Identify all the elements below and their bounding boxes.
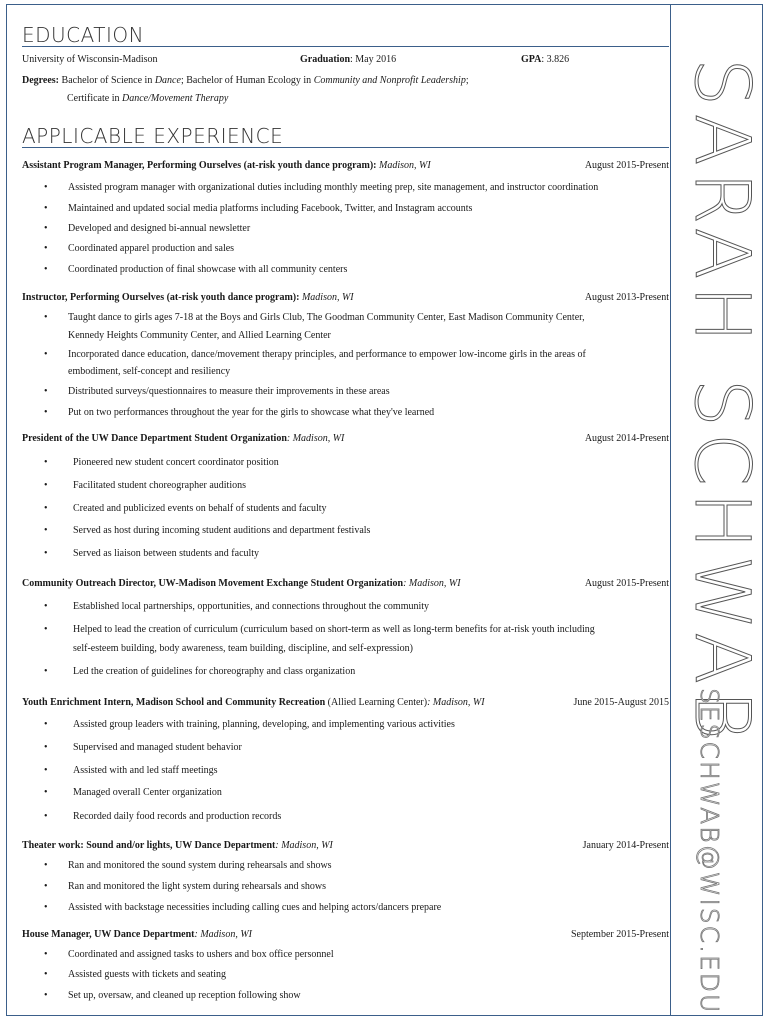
job-header: Assistant Program Manager, Performing Ourselves (at-risk youth dance program): Madison, WI August 2015-Present: [22, 160, 669, 171]
education-heading: EDUCATION: [22, 24, 669, 47]
education-line: [22, 53, 669, 66]
school-name: University of Wisconsin-Madison: [22, 54, 158, 65]
candidate-name: SARAH SCHWAB: [678, 58, 767, 746]
job-date: August 2013-Present: [584, 292, 669, 303]
job-header: Theater work: Sound and/or lights, UW Dance Department: Madison, WI January 2014-Present: [22, 840, 669, 851]
job-header: President of the UW Dance Department Student Organization: Madison, WI August 2014-Present: [22, 433, 669, 444]
certificate-line: Certificate in Dance/Movement Therapy: [67, 93, 229, 104]
job-date: August 2015-Present: [584, 578, 669, 589]
graduation: Graduation: May 2016: [300, 54, 397, 65]
job-header: Youth Enrichment Intern, Madison School and Community Recreation (Allied Learning Center): Madison, WI June 2015-August 2015: [22, 697, 669, 708]
degrees-line: Degrees: Bachelor of Science in Dance; Bachelor of Human Ecology in Community and Nonprofit Leadership;: [22, 75, 469, 86]
job-header: House Manager, UW Dance Department: Madison, WI September 2015-Present: [22, 929, 669, 940]
gpa: GPA: 3.826: [521, 54, 570, 65]
job-date: September 2015-Present: [570, 929, 669, 940]
job-header: Community Outreach Director, UW-Madison Movement Exchange Student Organization: Madison, WI August 2015-Present: [22, 578, 669, 589]
experience-heading: APPLICABLE EXPERIENCE: [22, 125, 669, 148]
job-date: August 2014-Present: [584, 433, 669, 444]
job-header: Instructor, Performing Ourselves (at-risk youth dance program): Madison, WI August 2013-Present: [22, 292, 669, 303]
job-date: January 2014-Present: [582, 840, 669, 851]
candidate-email: SESCHWAB@WISC.EDU: [695, 688, 724, 1015]
sidebar-divider: [670, 4, 671, 1016]
job-date: August 2015-Present: [584, 160, 669, 171]
job-date: June 2015-August 2015: [573, 697, 669, 708]
